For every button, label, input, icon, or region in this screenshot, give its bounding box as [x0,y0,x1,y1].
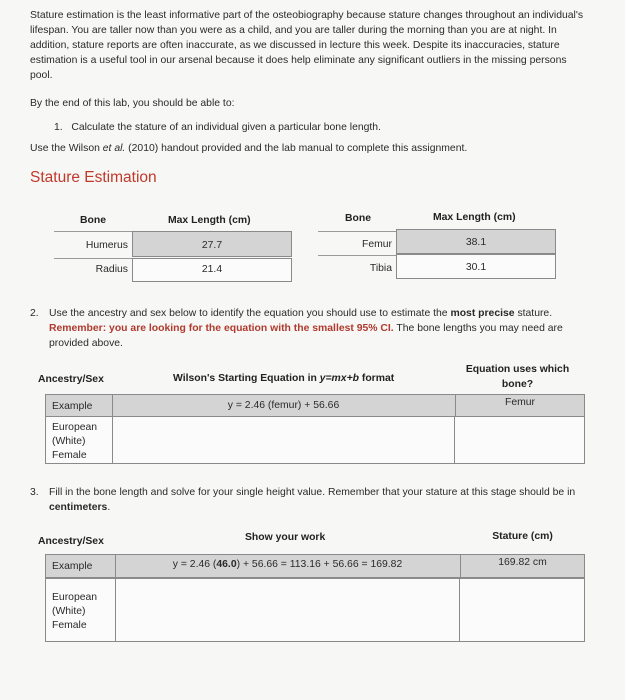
q2-text-part2: The bone lengths you may need are provided above. [49,323,563,349]
table1-bone-radius: Radius [95,264,128,275]
table1-header-length: Max Length (cm) [168,215,251,226]
q3-text-end: . [107,502,111,513]
table1-bone-humerus: Humerus [85,240,128,251]
q3-header-ancestry: Ancestry/Sex [38,536,104,547]
table1-value-humerus: 27.7 [201,240,223,251]
q3-text [49,485,594,515]
instructions-pre: Use the Wilson [30,143,103,154]
section-heading: Stature Estimation [30,169,157,186]
intro-paragraph: Stature estimation is the least informative part of the osteobiography because stature changes throughout an individual's lifespan. You are taller now than you were as a child, and you are taller during the morning than you are at night. In addition, stature reports are often inaccurate, as we discussed in lecture this week. Despite its inaccuracies, stature estimation is a useful tool in our arsenal because it does help eliminate any significant outliers in the missing persons pool. [30,10,584,81]
q3-number: 3. [30,487,39,498]
q2-header-ancestry: Ancestry/Sex [38,374,104,385]
table1-header-bone: Bone [80,215,106,226]
q2-number: 2. [30,308,39,319]
q2-header-bone [455,362,580,392]
q3-row-label-line3: Female [52,620,87,631]
q2-header-equation [173,373,394,384]
table2-header-length: Max Length (cm) [433,212,516,223]
q2-remember: Remember: you are looking for the equation with the smallest 95% CI. [49,323,394,334]
q2-row-label [52,421,97,463]
table1-line [54,231,132,232]
q3-row-label-line1: European [52,592,98,603]
q2-text-part1: Use the ancestry and sex below to identify the equation you should use to estimate the [49,308,451,319]
table1-line [54,258,132,259]
q3-example-work-bold: 46.0 [216,559,237,570]
q3-example-work-pre: y = 2.46 ( [172,559,217,570]
q2-text-end: stature. [514,308,553,319]
q2-row-label-line3: Female [52,450,87,461]
q2-equation-input[interactable] [112,416,455,464]
table2-value-tibia: 30.1 [465,262,487,273]
table2-bone-femur: Femur [361,239,392,250]
q3-example-work-post: ) + 56.66 = 113.16 + 56.66 = 169.82 [236,559,403,570]
table2-value-femur: 38.1 [465,237,487,248]
q2-header-eq-italic: y=mx+b [319,373,359,384]
q3-header-work: Show your work [245,532,326,543]
q3-example-label: Example [52,561,93,572]
q2-header-bone-line2: bone? [501,379,534,390]
objective-text: Calculate the stature of an individual given a particular bone length. [71,122,381,133]
instructions-text [30,141,467,156]
q3-stature-input[interactable] [461,579,584,641]
q2-bone-input[interactable] [456,417,584,463]
q2-text-bold: most precise [450,308,515,319]
q3-text-bold: centimeters [49,502,108,513]
q3-example-work [115,559,460,570]
q3-work-input[interactable] [115,578,460,642]
q3-row-label-line2: (White) [52,606,86,617]
q2-header-eq-post: format [358,373,395,384]
q3-example-stature: 169.82 cm [498,557,547,568]
q3-text-main: Fill in the bone length and solve for your single height value. Remember that your stature at this stage should be in [49,487,576,498]
q2-header-eq-pre: Wilson's Starting Equation in [173,373,320,384]
goal-text: By the end of this lab, you should be able to: [30,98,235,109]
table2-line [318,231,396,232]
q3-row-label [52,591,97,633]
instructions-italic: et al. [102,143,126,154]
table2-bone-tibia: Tibia [369,263,392,274]
q2-row-label-line2: (White) [52,436,86,447]
table1-value-radius: 21.4 [201,264,223,275]
q2-example-equation: y = 2.46 (femur) + 56.66 [227,400,340,411]
table2-header-bone: Bone [345,213,371,224]
q3-header-stature: Stature (cm) [492,531,553,542]
q2-header-bone-line1: Equation uses which [465,364,570,375]
q2-example-label: Example [52,401,93,412]
objective-number: 1. [54,122,63,133]
q2-row-label-line1: European [52,422,98,433]
table2-line [318,255,396,256]
objective-item [54,120,381,135]
q2-text [49,306,594,351]
q2-example-bone: Femur [504,397,536,408]
instructions-post: (2010) handout provided and the lab manual to complete this assignment. [125,143,468,154]
